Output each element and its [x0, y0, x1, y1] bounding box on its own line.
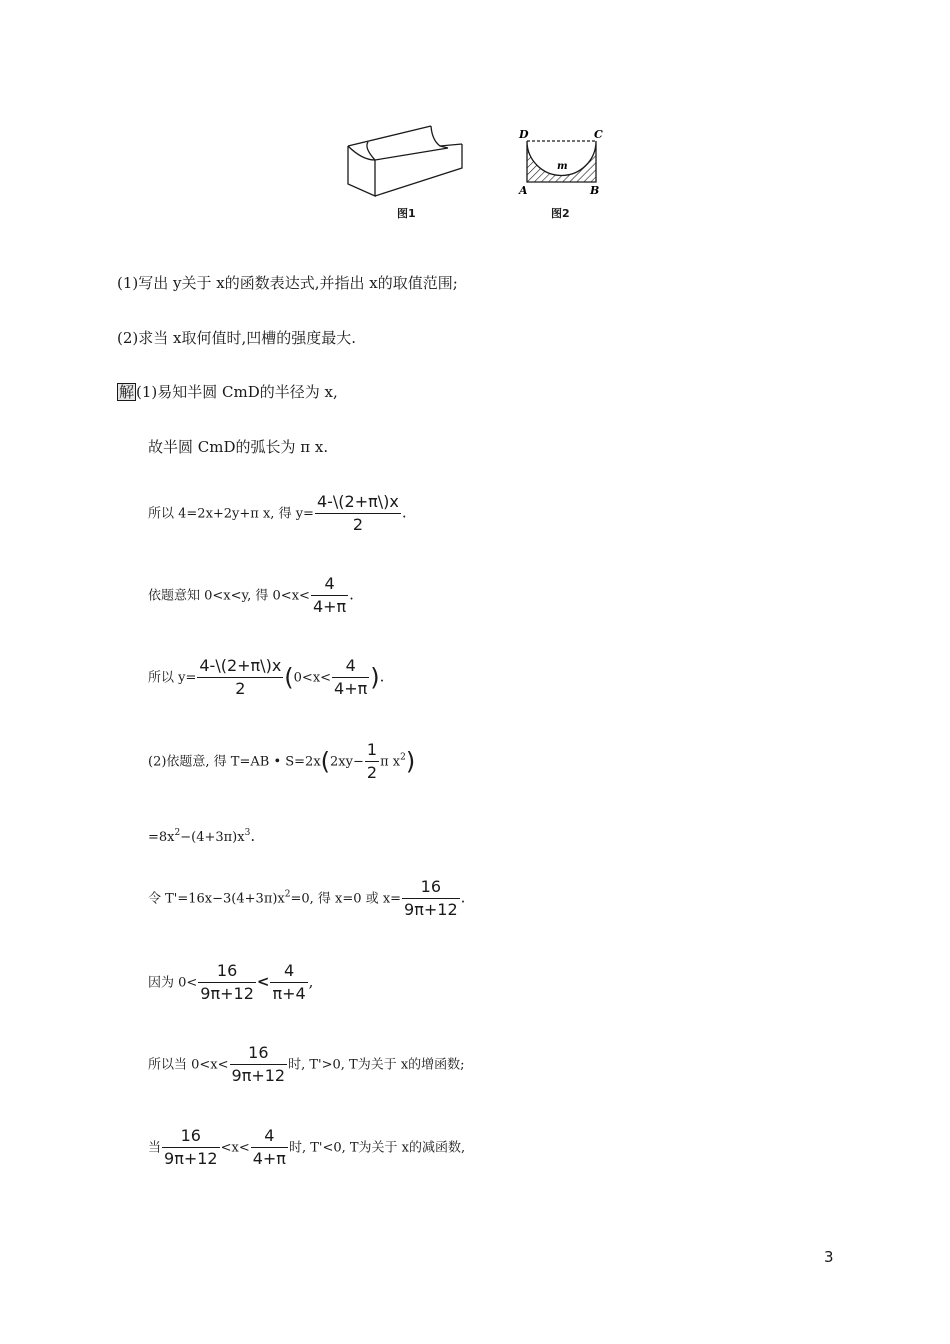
solution-line-10: 所以当 0<x< $\frac{16}{9\pi+12}$ 时, T'>0, T为关于 x的增函数; — [148, 1043, 465, 1085]
label-C: C — [594, 128, 603, 141]
fraction: $\frac{16}{9\pi+12}$ — [164, 1126, 218, 1168]
solution-line-2: 故半圆 CmD的弧长为 π x. — [148, 438, 329, 456]
fraction: $\frac{16}{9\pi+12}$ — [200, 961, 254, 1003]
fraction: $\frac{16}{9\pi+12}$ — [231, 1043, 286, 1085]
solution-line-8: 令 $T'=16x-3(4+3\pi)x^2=0$, 得 x=0 或 x= $\frac{16}{9\pi+12}$ . — [148, 877, 466, 919]
figure-1-caption: 图1 — [397, 207, 416, 220]
figure-2-cross-section — [514, 124, 609, 199]
fraction: $\frac{4}{4+\pi}$ — [252, 1126, 286, 1168]
question-2: (2)求当 x取何值时,凹槽的强度最大. — [117, 329, 357, 347]
question-1: (1)写出 y关于 x的函数表达式,并指出 x的取值范围; — [117, 274, 458, 292]
figure-2-caption: 图2 — [551, 207, 570, 220]
solution-line-4: 依题意知 0<x<y, 得 0<x< $\frac{4}{4+\pi}$ . — [148, 574, 354, 616]
fraction: $\frac{4}{4+\pi}$ — [334, 656, 368, 698]
label-A: A — [519, 184, 528, 197]
solution-line-1: 解 (1)易知半圆 CmD的半径为 x, — [119, 383, 338, 401]
label-m: m — [557, 161, 568, 172]
fraction: $\frac{1}{2}$ — [366, 740, 378, 782]
fraction: $\frac{16}{9\pi+12}$ — [404, 877, 458, 919]
solution-line-3: 所以 4=2x+2y+π x, 得 y= $\frac{4-\backslash(2+\pi\backslash)x}{2}$ . — [148, 492, 407, 534]
solution-line-6: (2)依题意, 得 T=AB • S=2x(2xy− $\frac{1}{2}$ π $x^2$) — [148, 740, 416, 782]
solution-tag: 解 — [119, 383, 135, 401]
label-D: D — [519, 128, 529, 141]
fraction: $\frac{4}{4+\pi}$ — [312, 574, 347, 616]
figure-1-trough — [340, 118, 470, 198]
fraction: $\frac{4-\backslash(2+\pi\backslash)x}{2}$ — [316, 492, 399, 534]
solution-line-7: $=8x^2-(4+3\pi)x^3$. — [148, 827, 256, 845]
fraction: $\frac{4}{\pi+4}$ — [272, 961, 306, 1003]
label-B: B — [590, 184, 600, 197]
solution-line-11: 当 $\frac{16}{9\pi+12}$ <x< $\frac{4}{4+\pi}$ 时, T'<0, T为关于 x的减函数, — [148, 1126, 466, 1168]
page-number: 3 — [824, 1248, 834, 1266]
fraction: $\frac{4-\backslash(2+\pi\backslash)x}{2}$ — [199, 656, 282, 698]
solution-line-5: 所以 y= $\frac{4-\backslash(2+\pi\backslash)x}{2}$ (0<x< $\frac{4}{4+\pi}$ ). — [148, 656, 385, 698]
solution-line-9: 因为 0< $\frac{16}{9\pi+12}$ < $\frac{4}{\pi+4}$ , — [148, 961, 314, 1003]
